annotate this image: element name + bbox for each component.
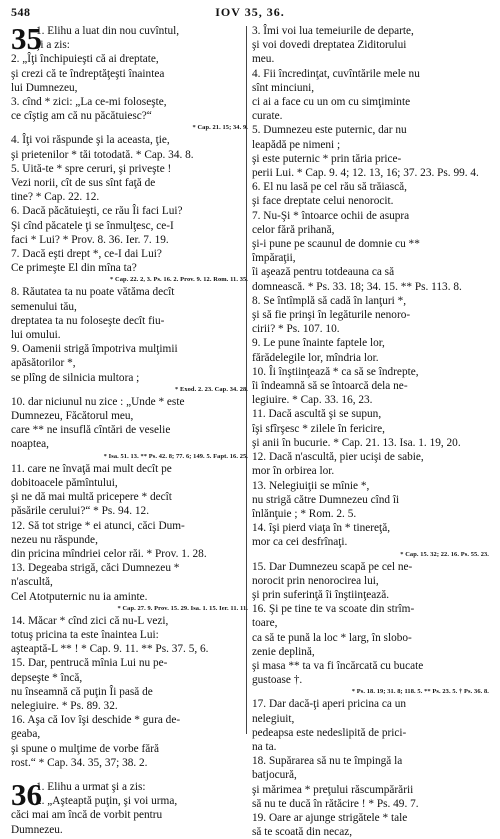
text-line: Şi cînd păcatele ţi se înmulţesc, ce-I bbox=[11, 219, 174, 232]
cross-reference: * Cap. 15. 32; 22. 16. Ps. 55. 23. bbox=[400, 550, 489, 558]
text-line: depseşte * încă, bbox=[11, 671, 83, 684]
left-column bbox=[11, 21, 248, 837]
right-column bbox=[252, 24, 489, 839]
cross-reference: * Exod. 2. 23. Cap. 34. 28. bbox=[174, 385, 248, 393]
text-line: mor ca cei desfrînaţi. bbox=[252, 536, 348, 549]
text-line: 4. Îţi voi răspunde şi la aceasta, ţie, bbox=[11, 134, 170, 147]
text-line: şi ne dă mai multă pricepere * decît bbox=[11, 491, 172, 504]
cross-reference: * Cap. 27. 9. Prov. 15. 29. Isa. 1. 15. Ier. 11. 11. bbox=[117, 604, 248, 612]
text-line: 14. îşi pierd viaţa în * tinereţă, bbox=[252, 522, 391, 535]
text-line: zenie deplină, bbox=[252, 645, 315, 658]
text-line: na ta. bbox=[252, 740, 277, 753]
text-line: 7. Dacă eşti drept *, ce-I dai Lui? bbox=[11, 248, 162, 261]
text-line: apăsătorilor *, bbox=[11, 357, 76, 370]
text-line: şi mărimea * preţului răscumpărării bbox=[252, 783, 414, 796]
cross-reference: * Cap. 22. 2, 3. Ps. 16. 2. Prov. 9. 12. Rom. 11. 35. bbox=[110, 276, 248, 284]
text-line: 18. Supărarea să nu te împingă la bbox=[252, 755, 403, 768]
text-line: 17. Dar dacă-ţi aperi pricina ca un bbox=[252, 698, 406, 711]
text-line: să te scoată din necaz, bbox=[252, 826, 353, 839]
text-line: gustoase †. bbox=[252, 674, 303, 687]
text-line: 5. Uită-te * spre ceruri, şi priveşte ! bbox=[11, 162, 172, 175]
text-line: îi îndeamnă să se întoarcă dela ne- bbox=[252, 380, 408, 393]
text-line: lui Dumnezeu, bbox=[11, 81, 78, 94]
text-line: semenului tău, bbox=[11, 300, 77, 313]
text-line: 13. Nelegiuiţii se mînie *, bbox=[252, 479, 370, 492]
text-line: 16. Aşa că Iov îşi deschide * gura de- bbox=[11, 714, 181, 727]
text-line: 10. dar niciunul nu zice : „Unde * este bbox=[11, 395, 185, 408]
cross-reference: * Cap. 21. 15; 34. 9. bbox=[192, 124, 248, 132]
text-line: şi masa ** ta va fi încărcată cu bucate bbox=[252, 659, 424, 672]
text-line: îşi sfîrşesc * zilele în fericire, bbox=[252, 422, 385, 435]
text-line: şi este puternic * prin tăria price- bbox=[252, 152, 402, 165]
text-line: Ce primeşte El din mîna ta? bbox=[11, 262, 137, 275]
text-line: împăraţii, bbox=[252, 252, 296, 265]
text-line: 11. Dacă ascultă şi se supun, bbox=[252, 408, 382, 421]
text-line: păsările cerului?“ * Ps. 94. 12. bbox=[11, 505, 150, 518]
text-line: Vezi norii, cît de sus sînt faţă de bbox=[11, 177, 156, 190]
text-line: ce cîştig am că nu păcătuiesc?“ bbox=[11, 110, 152, 123]
chapter-number: 36 bbox=[11, 776, 42, 812]
text-line: 15. Dar, pentrucă mînia Lui nu pe- bbox=[11, 657, 168, 670]
text-line: aşteaptă-L ** ! * Cap. 9. 11. ** Ps. 37. 5, 6. bbox=[11, 643, 209, 656]
text-line: îi aşează pentru totdeauna ca să bbox=[252, 266, 395, 279]
text-line: şi să fie prinşi în legăturile nenoro- bbox=[252, 309, 411, 322]
chapter-35 bbox=[11, 21, 248, 56]
text-line: 2. „Îţi închipuieşti că ai dreptate, bbox=[11, 53, 159, 66]
page-number: 548 bbox=[11, 5, 31, 19]
text-line: care ** ne insuflă cîntări de veselie bbox=[11, 424, 171, 437]
text-line: 1. Elihu a luat din nou cuvîntul, bbox=[36, 25, 180, 37]
text-line: ci ai a face cu un om cu simţiminte bbox=[252, 96, 411, 109]
text-line: rost.“ * Cap. 34. 35, 37; 38. 2. bbox=[11, 756, 148, 769]
text-line: nu strigă către Dumnezeu cînd îi bbox=[252, 493, 400, 506]
cross-reference: * Ps. 18. 19; 31. 8; 118. 5. ** Ps. 23. 5. † Ps. 36. 8. bbox=[351, 688, 489, 696]
page-header bbox=[0, 0, 500, 24]
text-line: nezeu nu răspunde, bbox=[11, 533, 98, 546]
text-line: se plîng de silnicia multora ; bbox=[11, 371, 140, 384]
text-line: şi spune o mulţime de vorbe fără bbox=[11, 742, 160, 755]
text-line: legiuire. * Cap. 33. 16, 23. bbox=[252, 394, 373, 407]
text-line: 8. Răutatea ta nu poate vătăma decît bbox=[11, 286, 175, 299]
text-line: 9. Oamenii strigă împotriva mulţimii bbox=[11, 343, 178, 356]
text-line: noaptea, bbox=[11, 438, 49, 451]
text-line: dreptatea ta nu foloseşte decît fiu- bbox=[11, 314, 165, 327]
text-line: şi face dreptate celui nenorocit. bbox=[252, 195, 394, 208]
text-line: 6. El nu lasă pe cel rău să trăiască, bbox=[252, 181, 407, 194]
text-line: şi anii în bucurie. * Cap. 21. 13. Isa. 1. 19, 20. bbox=[252, 436, 461, 449]
text-line: nelegiuire. * Ps. 89. 32. bbox=[11, 699, 118, 712]
text-line: faci * Lui? * Prov. 8. 36. Ier. 7. 19. bbox=[11, 233, 169, 246]
text-line: tine? * Cap. 22. 12. bbox=[11, 191, 100, 204]
text-line: 6. Dacă păcătuieşti, ce rău Îi faci Lui? bbox=[11, 205, 183, 218]
text-line: leapădă pe nimeni ; bbox=[252, 138, 341, 151]
running-head: IOV 35, 36. bbox=[215, 5, 285, 19]
text-line: 11. care ne învaţă mai mult decît pe bbox=[11, 462, 172, 475]
text-line: nu înseamnă că puţin Îi pasă de bbox=[11, 685, 153, 698]
text-line: să nu te ducă în rătăcire ! * Ps. 49. 7. bbox=[252, 797, 419, 810]
text-line: 14. Măcar * cînd zici că nu-L vezi, bbox=[11, 614, 169, 627]
chapter-36 bbox=[11, 776, 248, 812]
text-line: ca să te pună la loc * larg, în slobo- bbox=[252, 631, 412, 644]
text-line: şi prin suferinţă îi înştiinţează. bbox=[252, 588, 390, 601]
text-line: geaba, bbox=[11, 728, 41, 741]
text-line: lui omului. bbox=[11, 329, 61, 342]
text-line: n'ascultă, bbox=[11, 576, 53, 589]
text-line: 12. Să tot strige * ei atunci, căci Dum- bbox=[11, 519, 185, 532]
text-line: meu. bbox=[252, 53, 275, 66]
text-line: 3. cînd * zici: „La ce-mi foloseşte, bbox=[11, 96, 167, 109]
text-line: nelegiuit, bbox=[252, 712, 295, 725]
text-line: Cel Atotputernic nu ia aminte. bbox=[11, 590, 148, 603]
text-line: 5. Dumnezeu este puternic, dar nu bbox=[252, 124, 407, 137]
text-line: 1. Elihu a urmat şi a zis: bbox=[36, 780, 146, 793]
text-line: şi prietenilor * tăi totodată. * Cap. 34. 8. bbox=[11, 148, 194, 161]
text-line: 15. Dar Dumnezeu scapă pe cel ne- bbox=[252, 560, 413, 573]
text-line: pedeapsa este nedeslipită de prici- bbox=[252, 726, 407, 739]
text-line: cirii? * Ps. 107. 10. bbox=[252, 323, 340, 336]
text-line: 8. Se întîmplă să cadă în lanţuri *, bbox=[252, 294, 407, 307]
text-line: şi crezi că te îndreptăţeşti înaintea bbox=[11, 67, 165, 80]
text-line: dobitoacele pămîntului, bbox=[11, 476, 118, 489]
text-line: şi-i pune pe scaunul de domnie cu ** bbox=[252, 238, 420, 251]
text-line: 7. Nu-Şi * întoarce ochii de asupra bbox=[252, 209, 410, 222]
text-line: batjocură, bbox=[252, 769, 297, 782]
text-line: sînt minciuni, bbox=[252, 81, 315, 94]
cross-reference: * Isa. 51. 13. ** Ps. 42. 8; 77. 6; 149. 5. Fapt. 16. 25. bbox=[103, 452, 248, 460]
text-line: Dumnezeu. bbox=[11, 823, 63, 836]
text-line: înlănţuie ; * Rom. 2. 5. bbox=[252, 507, 357, 520]
text-line: 10. Îi înştiinţează * ca să se îndrepte, bbox=[252, 365, 419, 378]
text-line: perii Lui. * Cap. 9. 4; 12. 13, 16; 37. 23. Ps. 99. 4. bbox=[252, 167, 479, 180]
text-line: şi a zis: bbox=[36, 39, 70, 52]
text-line: 2. „Aşteaptă puţin, şi voi urma, bbox=[36, 795, 178, 808]
text-line: mor în orbirea lor. bbox=[252, 465, 335, 478]
text-line: 16. Şi pe tine te va scoate din strîm- bbox=[252, 603, 415, 616]
text-line: 19. Oare ar ajunge strigătele * tale bbox=[252, 811, 408, 824]
text-line: 9. Le pune înainte faptele lor, bbox=[252, 337, 385, 350]
text-line: celor fără prihană, bbox=[252, 223, 335, 236]
text-line: 4. Fii încredinţat, cuvîntările mele nu bbox=[252, 67, 420, 80]
chapter-number: 35 bbox=[11, 21, 42, 56]
text-line: şi voi dovedi dreptatea Ziditorului bbox=[252, 39, 407, 52]
text-line: domnească. * Ps. 33. 18; 34. 15. ** Ps. 113. 8. bbox=[252, 280, 462, 293]
text-line: 12. Dacă n'ascultă, pier ucişi de sabie, bbox=[252, 451, 424, 464]
text-line: norocit prin nenorocirea lui, bbox=[252, 574, 379, 587]
text-line: căci mai am încă de vorbit pentru bbox=[11, 809, 163, 822]
text-line: toare, bbox=[252, 617, 278, 630]
text-line: curate. bbox=[252, 110, 283, 123]
text-line: fărădelegile lor, mîndria lor. bbox=[252, 351, 379, 364]
text-line: 3. Îmi voi lua temeiurile de departe, bbox=[252, 25, 414, 37]
spacer bbox=[11, 770, 248, 780]
text-line: Dumnezeu, Făcătorul meu, bbox=[11, 410, 134, 423]
text-line: 13. Degeaba strigă, căci Dumnezeu * bbox=[11, 562, 180, 575]
text-line: din pricina mîndriei celor răi. * Prov. 1. 28. bbox=[11, 547, 207, 560]
text-line: totuş pricina ta este înaintea Lui: bbox=[11, 628, 159, 641]
